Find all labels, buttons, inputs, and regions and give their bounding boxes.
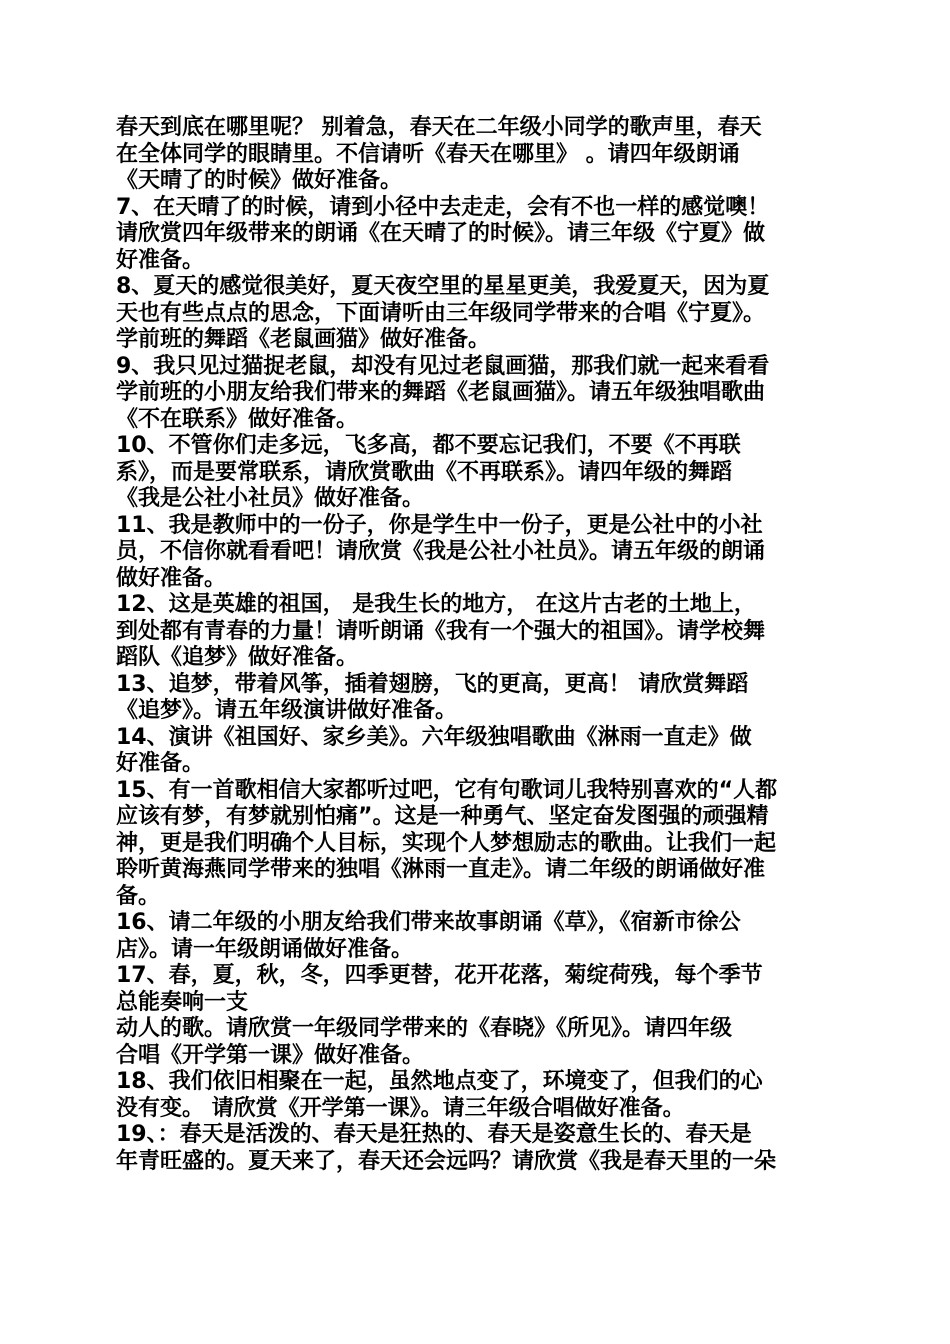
text-line: 年青旺盛的。夏天来了，春天还会远吗？请欣赏《我是春天里的一朵 bbox=[116, 1148, 777, 1174]
text-line: 蹈队《追梦》做好准备。 bbox=[116, 645, 359, 670]
text-line: 应该有梦，有梦就别怕痛”。这是一种勇气、坚定奋发图强的顽强精 bbox=[116, 804, 769, 829]
text-line: 店》。请一年级朗诵做好准备。 bbox=[116, 936, 414, 962]
text-line: 备。 bbox=[116, 883, 161, 909]
text-line: 《我是公社小社员》做好准备。 bbox=[116, 486, 425, 511]
text-line: 总能奏响一支 bbox=[116, 989, 249, 1015]
text-line: 10、不管你们走多远，飞多高，都不要忘记我们，不要《不再联 bbox=[116, 433, 741, 458]
text-line: 《不在联系》做好准备。 bbox=[116, 406, 359, 432]
text-line: 16、请二年级的小朋友给我们带来故事朗诵《草》，《宿新市徐公 bbox=[116, 910, 741, 935]
text-line: 15、有一首歌相信大家都听过吧，它有句歌词儿我特别喜欢的“人都 bbox=[116, 777, 778, 803]
text-line: 神，更是我们明确个人目标，实现个人梦想励志的歌曲。让我们一起 bbox=[116, 830, 777, 856]
text-line: 11、我是教师中的一份子，你是学生中一份子，更是公社中的小社 bbox=[116, 512, 763, 538]
text-line: 学前班的小朋友给我们带来的舞蹈《老鼠画猫》。请五年级独唱歌曲 bbox=[116, 380, 766, 405]
document-body-text bbox=[116, 115, 838, 1175]
text-line: 聆听黄海燕同学带来的独唱《淋雨一直走》。请二年级的朗诵做好准 bbox=[116, 857, 766, 882]
text-line: 员，不信你就看看吧！请欣赏《我是公社小社员》。请五年级的朗诵 bbox=[116, 539, 766, 564]
text-line: 18、我们依旧相聚在一起，虽然地点变了，环境变了，但我们的心 bbox=[116, 1069, 763, 1094]
text-line: 13、追梦，带着风筝，插着翅膀，飞的更高，更高！ 请欣赏舞蹈 bbox=[116, 671, 749, 697]
text-line: 请欣赏四年级带来的朗诵《在天晴了的时候》。请三年级《宁夏》做 bbox=[116, 221, 766, 246]
text-line: 动人的歌。请欣赏一年级同学带来的《春晓》《所见》。请四年级 bbox=[116, 1016, 733, 1041]
text-line: 学前班的舞蹈《老鼠画猫》做好准备。 bbox=[116, 327, 491, 352]
text-line: 好准备。 bbox=[116, 247, 205, 273]
text-line: 没有变。 请欣赏《开学第一课》。请三年级合唱做好准备。 bbox=[116, 1095, 685, 1121]
text-line: 在全体同学的眼睛里。不信请听《春天在哪里》 。请四年级朗诵 bbox=[116, 141, 740, 167]
text-line: 17、春，夏，秋，冬，四季更替，花开花落，菊绽荷残，每个季节 bbox=[116, 963, 763, 988]
text-line: 天也有些点点的思念，下面请听由三年级同学带来的合唱《宁夏》。 bbox=[116, 300, 766, 326]
text-line: 12、这是英雄的祖国， 是我生长的地方， 在这片古老的土地上， bbox=[116, 592, 756, 617]
text-line: 《天晴了的时候》做好准备。 bbox=[116, 168, 403, 193]
text-line: 9、我只见过猫捉老鼠，却没有见过老鼠画猫，那我们就一起来看看 bbox=[116, 353, 770, 379]
text-line: 7、在天晴了的时候，请到小径中去走走，会有不也一样的感觉噢！ bbox=[116, 194, 770, 220]
text-line: 系》，而是要常联系，请欣赏歌曲《不再联系》。请四年级的舞蹈 bbox=[116, 459, 733, 485]
text-line: 到处都有青春的力量！请听朗诵《我有一个强大的祖国》。请学校舞 bbox=[116, 618, 766, 644]
text-line: 合唱《开学第一课》做好准备。 bbox=[116, 1042, 425, 1068]
text-line: 春天到底在哪里呢？ 别着急，春天在二年级小同学的歌声里，春天 bbox=[116, 115, 762, 140]
text-line: 好准备。 bbox=[116, 751, 205, 776]
text-line: 《追梦》。请五年级演讲做好准备。 bbox=[116, 698, 458, 723]
text-line: 8、夏天的感觉很美好，夏天夜空里的星星更美，我爱夏天，因为夏 bbox=[116, 274, 770, 299]
text-line: 19、：春天是活泼的、春天是狂热的、春天是姿意生长的、春天是 bbox=[116, 1122, 752, 1147]
text-line: 14、演讲《祖国好、家乡美》。六年级独唱歌曲《淋雨一直走》做 bbox=[116, 724, 752, 750]
text-line: 做好准备。 bbox=[116, 565, 227, 591]
